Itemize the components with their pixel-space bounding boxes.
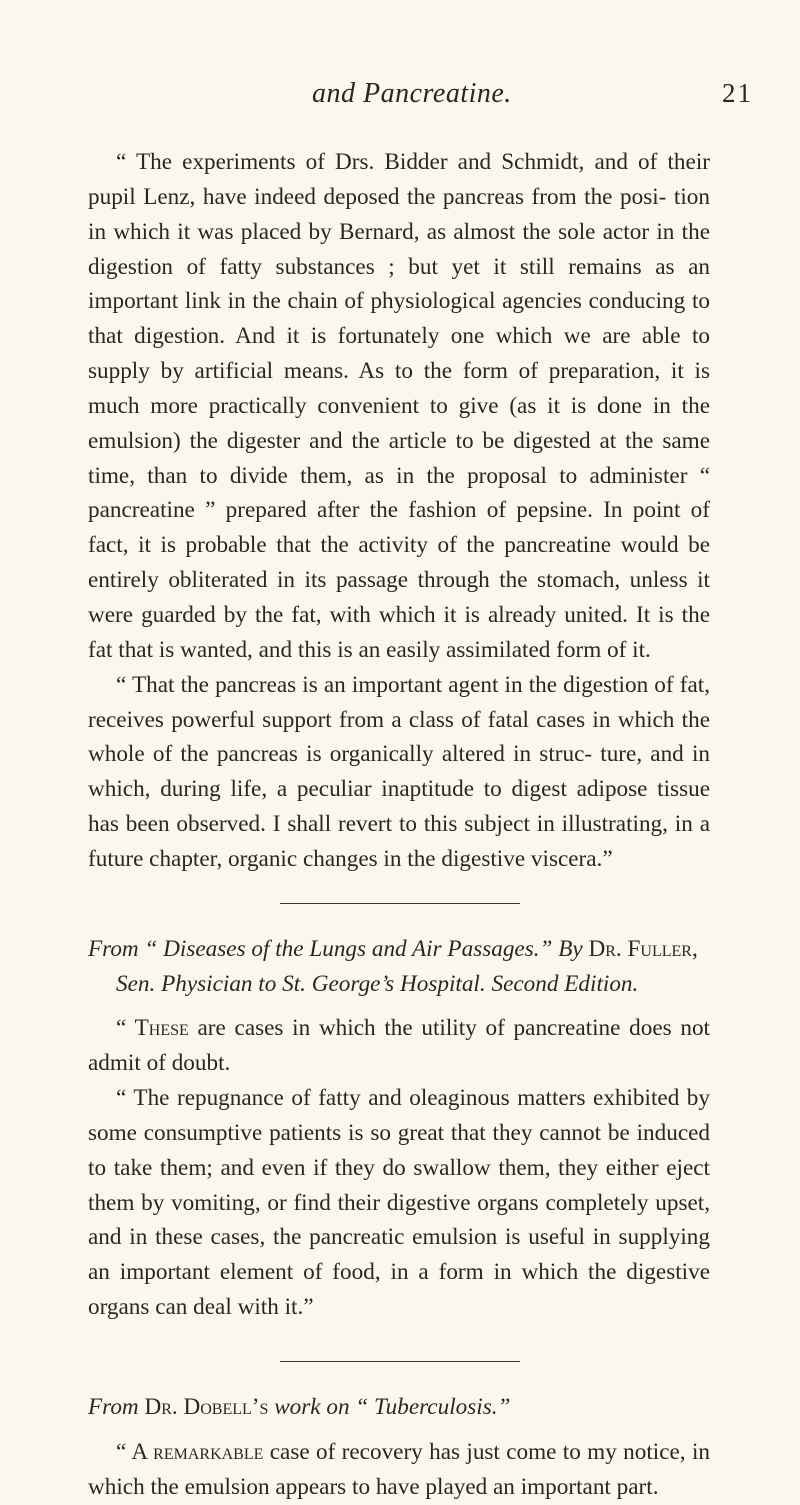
paragraph-rest: are cases in which the utility of pancreatine does not admit of doubt. [88, 1015, 710, 1077]
running-header [0, 78, 800, 118]
paragraph-experiments: “ The experiments of Drs. Bidder and Schmidt, and of their pupil Lenz, have indeed deposed the pancreas from the posi- tion in which it was placed by Bernard, as almost the sole actor in the digestion of fatty substances ; but yet it still remains as an important link in the chain of physiological agencies conducing to that digestion. And it is fortunately one which we are able to supply by artificial means. As to the form of preparation, it is much more practically convenient to give (as it is done in the emulsion) the digester and the article to be digested at the same time, than to divide them, as in the proposal to administer “ pancreatine ” prepared after the fashion of pepsine. In point of fact, it is probable that the activity of the pancreatine would be entirely obliterated in its passage through the stomach, unless it were guarded by the fat, with which it is already united. It is the fat that is wanted, and this is an easily assimilated form of it. [88, 149, 710, 663]
source-work-title: “ Diseases of the Lungs and Air Passages.” [144, 935, 553, 962]
paragraph-rest: case of recovery has just come to my notice, in which the emulsion appears to have played an important part. [88, 1438, 710, 1500]
section-divider [280, 1361, 520, 1362]
paragraph-utility [88, 1011, 710, 1081]
running-title: and Pancreatine. [312, 78, 512, 109]
paragraph-pancreas-agent: “ That the pancreas is an important agent in the digestion of fat, receives powerful support from a class of fatal cases in which the whole of the pancreas is organically altered in struc- ture, and in which, during life, a peculiar inaptitude to digest adipose tissue has been observed. I shall revert to this subject in illustrating, in a future chapter, organic changes in the digestive viscera.” [88, 671, 710, 872]
source-from-label: From [88, 935, 139, 962]
paragraph-lead: “ These [116, 1015, 189, 1042]
source-author: Dr. Fuller, [588, 935, 698, 962]
section-divider [280, 903, 520, 904]
paragraph-recovery [88, 1435, 710, 1505]
paragraph-repugnance: “ The repugnance of fatty and oleaginous matters exhibited by some consumptive patients is so great that they cannot be induced to take them; and even if they do swallow them, they either eject them by vomiting, or find their digestive organs completely upset, and in these cases, the pancreatic emulsion is useful in supplying an important element of food, in a form in which the digestive organs can deal with it.” [88, 1085, 710, 1321]
page-number: 21 [722, 78, 753, 108]
source-edition: Second Edition. [491, 970, 639, 997]
body-text [88, 145, 710, 1505]
source-citation-dobell [88, 1390, 710, 1425]
source-author: Dr. Dobell’s [144, 1394, 269, 1420]
paragraph-lead: “ A remarkable [116, 1438, 264, 1465]
source-position: Sen. Physician to St. George’s Hospital. [116, 970, 486, 997]
source-by-label: By [558, 935, 583, 962]
source-work: work on “ Tuberculosis.” [274, 1394, 511, 1420]
source-from-label: From [88, 1394, 139, 1420]
source-citation-fuller [88, 932, 710, 1002]
